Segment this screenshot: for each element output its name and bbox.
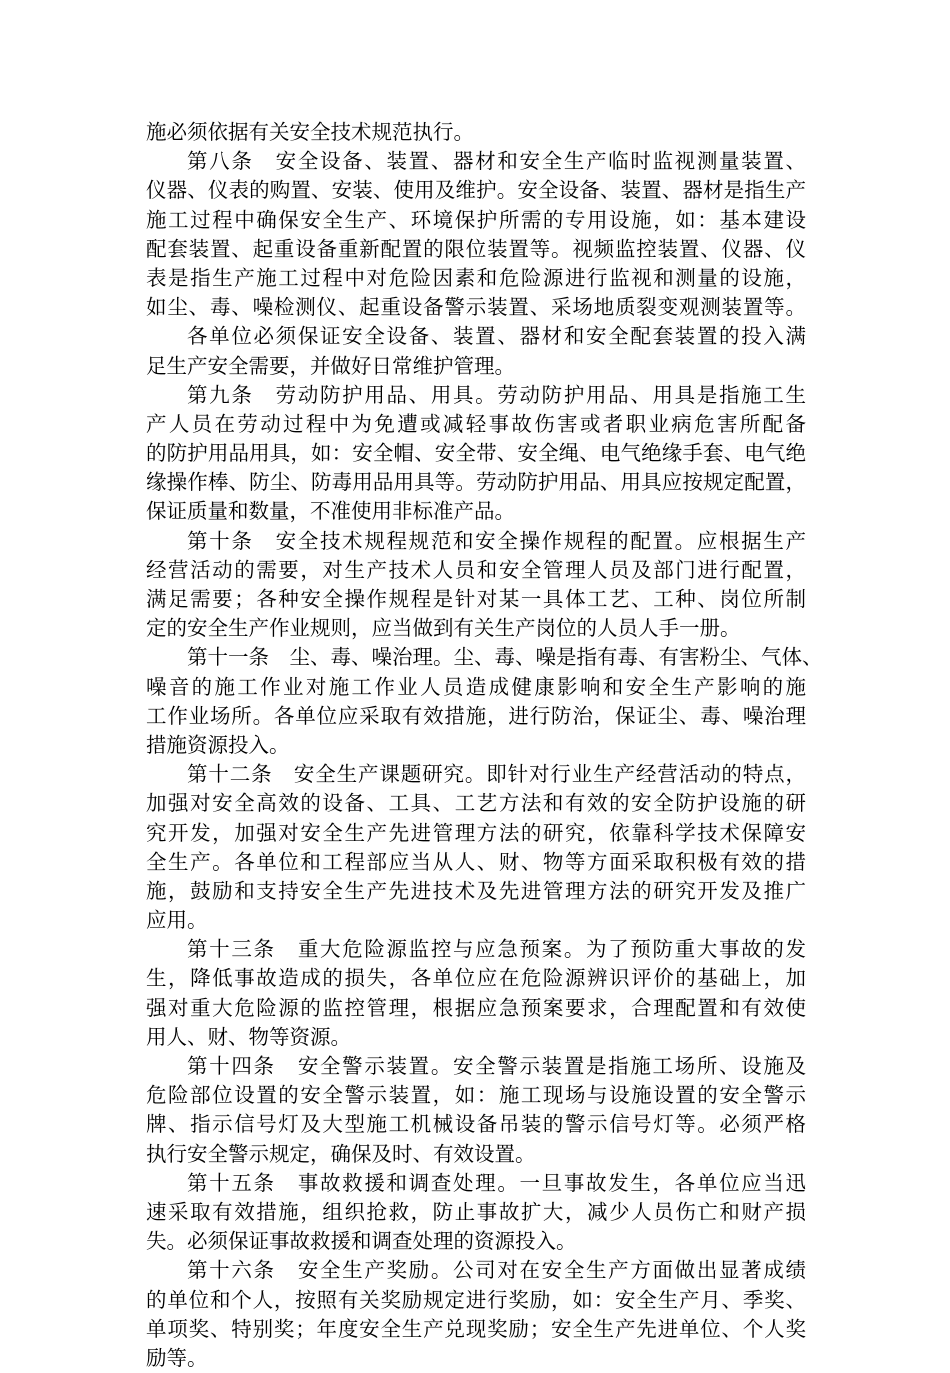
text-line: 执行安全警示规定，确保及时、有效设置。: [146, 1141, 536, 1166]
text-line: 的单位和个人，按照有关奖励规定进行奖励，如：安全生产月、季奖、: [146, 1287, 806, 1312]
text-line: 牌、指示信号灯及大型施工机械设备吊装的警示信号灯等。必须严格: [146, 1112, 806, 1137]
text-line: 产人员在劳动过程中为免遭或减轻事故伤害或者职业病危害所配备: [146, 411, 806, 436]
article-9-heading-line: 第九条 劳动防护用品、用具。劳动防护用品、用具是指施工生: [187, 382, 806, 407]
text-line: 缘操作棒、防尘、防毒用品用具等。劳动防护用品、用具应按规定配置，: [146, 470, 806, 495]
text-line: 足生产安全需要，并做好日常维护管理。: [146, 353, 515, 378]
text-line: 施工过程中确保安全生产、环境保护所需的专用设施，如：基本建设: [146, 207, 806, 232]
text-line: 强对重大危险源的监控管理，根据应急预案要求，合理配置和有效使: [146, 995, 806, 1020]
text-line: 满足需要；各种安全操作规程是针对某一具体工艺、工种、岗位所制: [146, 587, 806, 611]
paragraph-start-line: 各单位必须保证安全设备、装置、器材和安全配套装置的投入满: [187, 324, 806, 349]
text-line: 保证质量和数量，不准使用非标准产品。: [146, 499, 515, 524]
text-line: 速采取有效措施，组织抢救，防止事故扩大，减少人员伤亡和财产损: [146, 1199, 806, 1224]
text-line: 施，鼓励和支持安全生产先进技术及先进管理方法的研究开发及推广: [146, 878, 806, 903]
text-line: 仪器、仪表的购置、安装、使用及维护。安全设备、装置、器材是指生产: [146, 178, 806, 203]
text-line: 失。必须保证事故救援和调查处理的资源投入。: [146, 1229, 577, 1254]
article-15-heading-line: 第十五条 事故救援和调查处理。一旦事故发生，各单位应当迅: [187, 1170, 806, 1195]
text-line: 应用。: [146, 908, 208, 933]
text-line: 生，降低事故造成的损失，各单位应在危险源辨识评价的基础上，加: [146, 966, 806, 991]
text-line: 施必须依据有关安全技术规范执行。: [146, 120, 474, 144]
text-line: 加强对安全高效的设备、工具、工艺方法和有效的安全防护设施的研: [146, 791, 806, 816]
text-line: 全生产。各单位和工程部应当从人、财、物等方面采取积极有效的措: [146, 849, 806, 874]
document-body: [146, 118, 823, 1373]
text-line: 定的安全生产作业规则，应当做到有关生产岗位的人员人手一册。: [146, 616, 741, 641]
text-line: 励等。: [146, 1345, 208, 1370]
article-8-heading-line: 第八条 安全设备、装置、器材和安全生产临时监视测量装置、: [187, 149, 806, 174]
text-line: 危险部位设置的安全警示装置，如：施工现场与设施设置的安全警示: [146, 1083, 806, 1108]
article-10-heading-line: 第十条 安全技术规程规范和安全操作规程的配置。应根据生产: [187, 528, 806, 553]
text-line: 表是指生产施工过程中对危险因素和危险源进行监视和测量的设施，: [146, 265, 806, 290]
text-line: 措施资源投入。: [146, 732, 290, 757]
text-line: 经营活动的需要，对生产技术人员和安全管理人员及部门进行配置，: [146, 557, 806, 582]
article-14-heading-line: 第十四条 安全警示装置。安全警示装置是指施工场所、设施及: [187, 1054, 806, 1078]
text-line: 的防护用品用具，如：安全帽、安全带、安全绳、电气绝缘手套、电气绝: [146, 441, 806, 466]
article-12-heading-line: 第十二条 安全生产课题研究。即针对行业生产经营活动的特点，: [187, 762, 806, 787]
text-line: 单项奖、特别奖；年度安全生产兑现奖励；安全生产先进单位、个人奖: [146, 1316, 806, 1341]
article-11-heading-line: 第十一条 尘、毒、噪治理。尘、毒、噪是指有毒、有害粉尘、气体、: [187, 645, 823, 670]
text-line: 工作业场所。各单位应采取有效措施，进行防治，保证尘、毒、噪治理: [146, 703, 806, 728]
text-line: 噪音的施工作业对施工作业人员造成健康影响和安全生产影响的施: [146, 674, 806, 699]
text-line: 如尘、毒、噪检测仪、起重设备警示装置、采场地质裂变观测装置等。: [146, 295, 806, 320]
text-line: 配套装置、起重设备重新配置的限位装置等。视频监控装置、仪器、仪: [146, 236, 806, 261]
text-line: 究开发，加强对安全生产先进管理方法的研究，依靠科学技术保障安: [146, 820, 806, 845]
text-line: 用人、财、物等资源。: [146, 1024, 351, 1049]
article-16-heading-line: 第十六条 安全生产奖励。公司对在安全生产方面做出显著成绩: [187, 1258, 806, 1283]
article-13-heading-line: 第十三条 重大危险源监控与应急预案。为了预防重大事故的发: [187, 937, 806, 962]
